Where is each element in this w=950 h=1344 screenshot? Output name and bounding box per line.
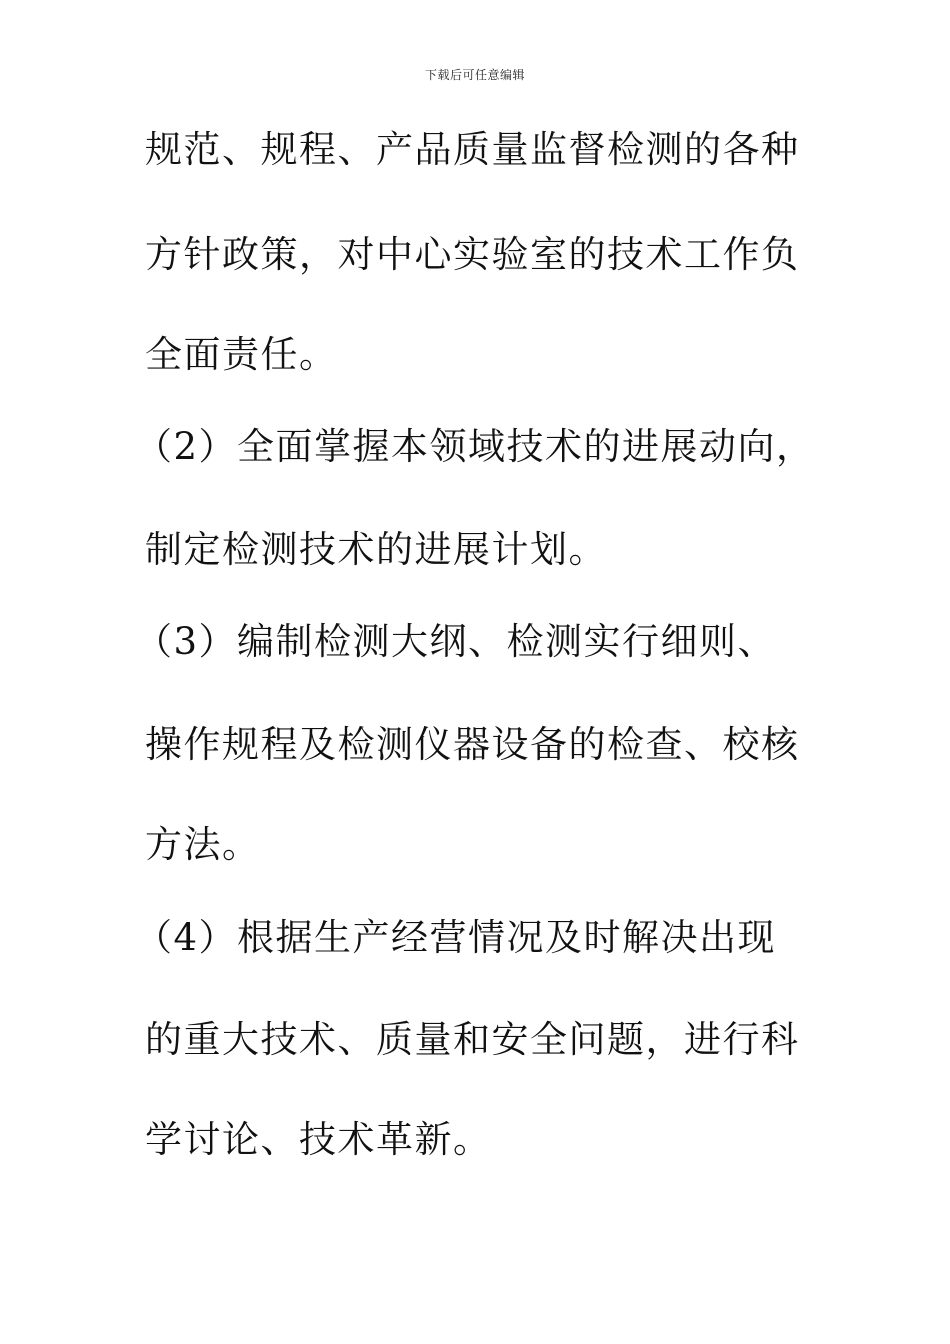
text-line: 制定检测技术的进展计划。	[145, 528, 607, 571]
text-line: 全面责任。	[145, 333, 338, 376]
text-line: （2）全面掌握本领域技术的进展动向，	[135, 425, 815, 468]
text-line: 方针政策，对中心实验室的技术工作负	[145, 233, 800, 276]
text-line: 的重大技术、质量和安全问题，进行科	[145, 1018, 800, 1061]
text-line: 方法。	[145, 823, 261, 866]
text-line: （3）编制检测大纲、检测实行细则、	[135, 620, 777, 663]
text-line: （4）根据生产经营情况及时解决出现	[135, 916, 777, 959]
text-line: 规范、规程、产品质量监督检测的各种	[145, 128, 800, 171]
page-header-note: 下载后可任意编辑	[424, 68, 525, 82]
text-line: 操作规程及检测仪器设备的检查、校核	[145, 723, 800, 766]
text-line: 学讨论、技术革新。	[145, 1118, 492, 1161]
